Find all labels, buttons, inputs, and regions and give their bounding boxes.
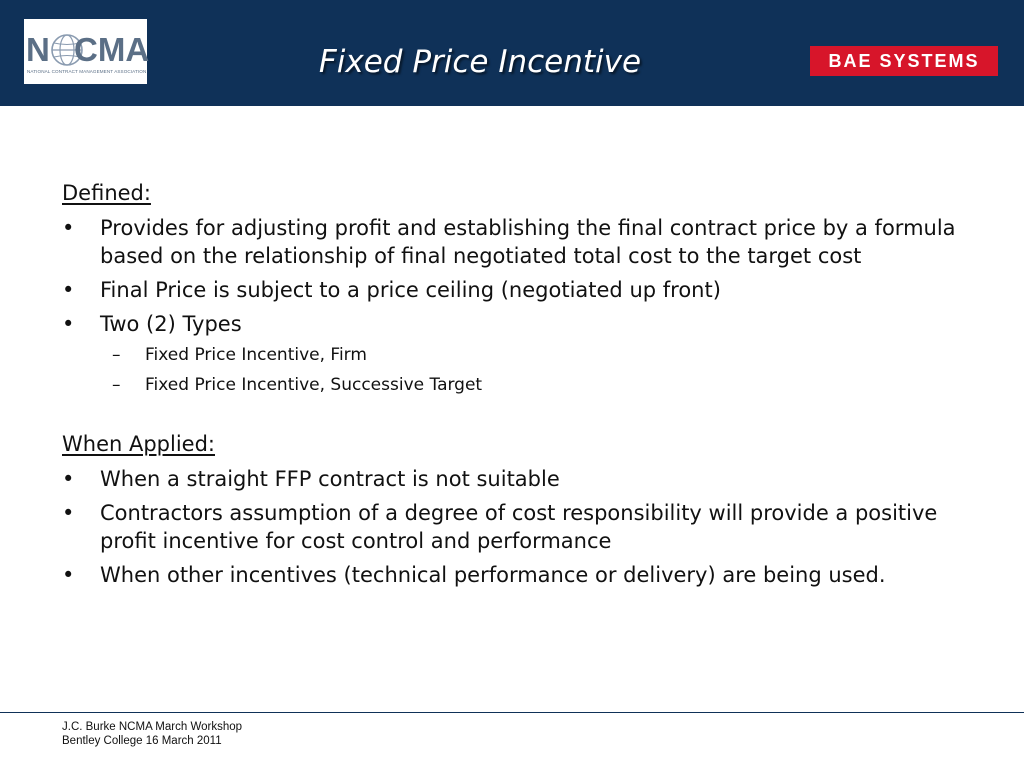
header-band — [0, 0, 1024, 106]
dash-icon: – — [112, 345, 121, 365]
ncma-logo-letters: CMA — [74, 31, 150, 68]
bullet-text: Final Price is subject to a price ceiling (negotiated up front) — [100, 278, 721, 302]
bullet-text: Contractors assumption of a degree of cost responsibility will provide a positive profit incentive for cost control and performance — [100, 501, 938, 553]
slide-body — [62, 178, 962, 589]
type-sub-bullet — [62, 342, 962, 368]
when-applied-heading: When Applied: — [62, 432, 215, 456]
defined-list — [62, 214, 962, 398]
defined-bullet — [62, 276, 962, 304]
dash-icon: – — [112, 375, 121, 395]
defined-bullet — [62, 310, 962, 398]
when-applied-list — [62, 465, 962, 589]
sub-bullet-text: Fixed Price Incentive, Firm — [145, 345, 367, 365]
slide-title-text: Fixed Price Incentive — [318, 44, 642, 80]
footer-line-1: J.C. Burke NCMA March Workshop — [62, 721, 243, 733]
when-applied-bullet — [62, 499, 962, 555]
bullet-text: Provides for adjusting profit and establishing the final contract price by a formula based on the relationship of final negotiated total cost to the target cost — [100, 216, 956, 268]
bullet-text: Two (2) Types — [100, 312, 242, 336]
bullet-text: When other incentives (technical performance or delivery) are being used. — [100, 563, 886, 587]
ncma-logo-initial: N — [26, 31, 50, 68]
types-sublist — [100, 342, 962, 398]
bullet-icon: • — [62, 216, 75, 240]
bullet-icon: • — [62, 278, 75, 302]
defined-heading: Defined: — [62, 181, 151, 205]
footer — [62, 720, 242, 748]
footer-divider — [0, 712, 1024, 713]
sub-bullet-text: Fixed Price Incentive, Successive Target — [145, 375, 483, 395]
bullet-icon: • — [62, 501, 75, 525]
type-sub-bullet — [62, 372, 962, 398]
bullet-icon: • — [62, 563, 75, 587]
bae-systems-logo: BAE SYSTEMS — [810, 46, 998, 76]
when-applied-bullet — [62, 561, 962, 589]
section-gap — [62, 398, 962, 429]
when-applied-bullet — [62, 465, 962, 493]
defined-bullet — [62, 214, 962, 270]
bullet-icon: • — [62, 467, 75, 491]
ncma-logo-tagline: NATIONAL CONTRACT MANAGEMENT ASSOCIATION — [27, 69, 147, 74]
bullet-icon: • — [62, 312, 75, 336]
footer-line-2: Bentley College 16 March 2011 — [62, 735, 222, 747]
bullet-text: When a straight FFP contract is not suitable — [100, 467, 560, 491]
